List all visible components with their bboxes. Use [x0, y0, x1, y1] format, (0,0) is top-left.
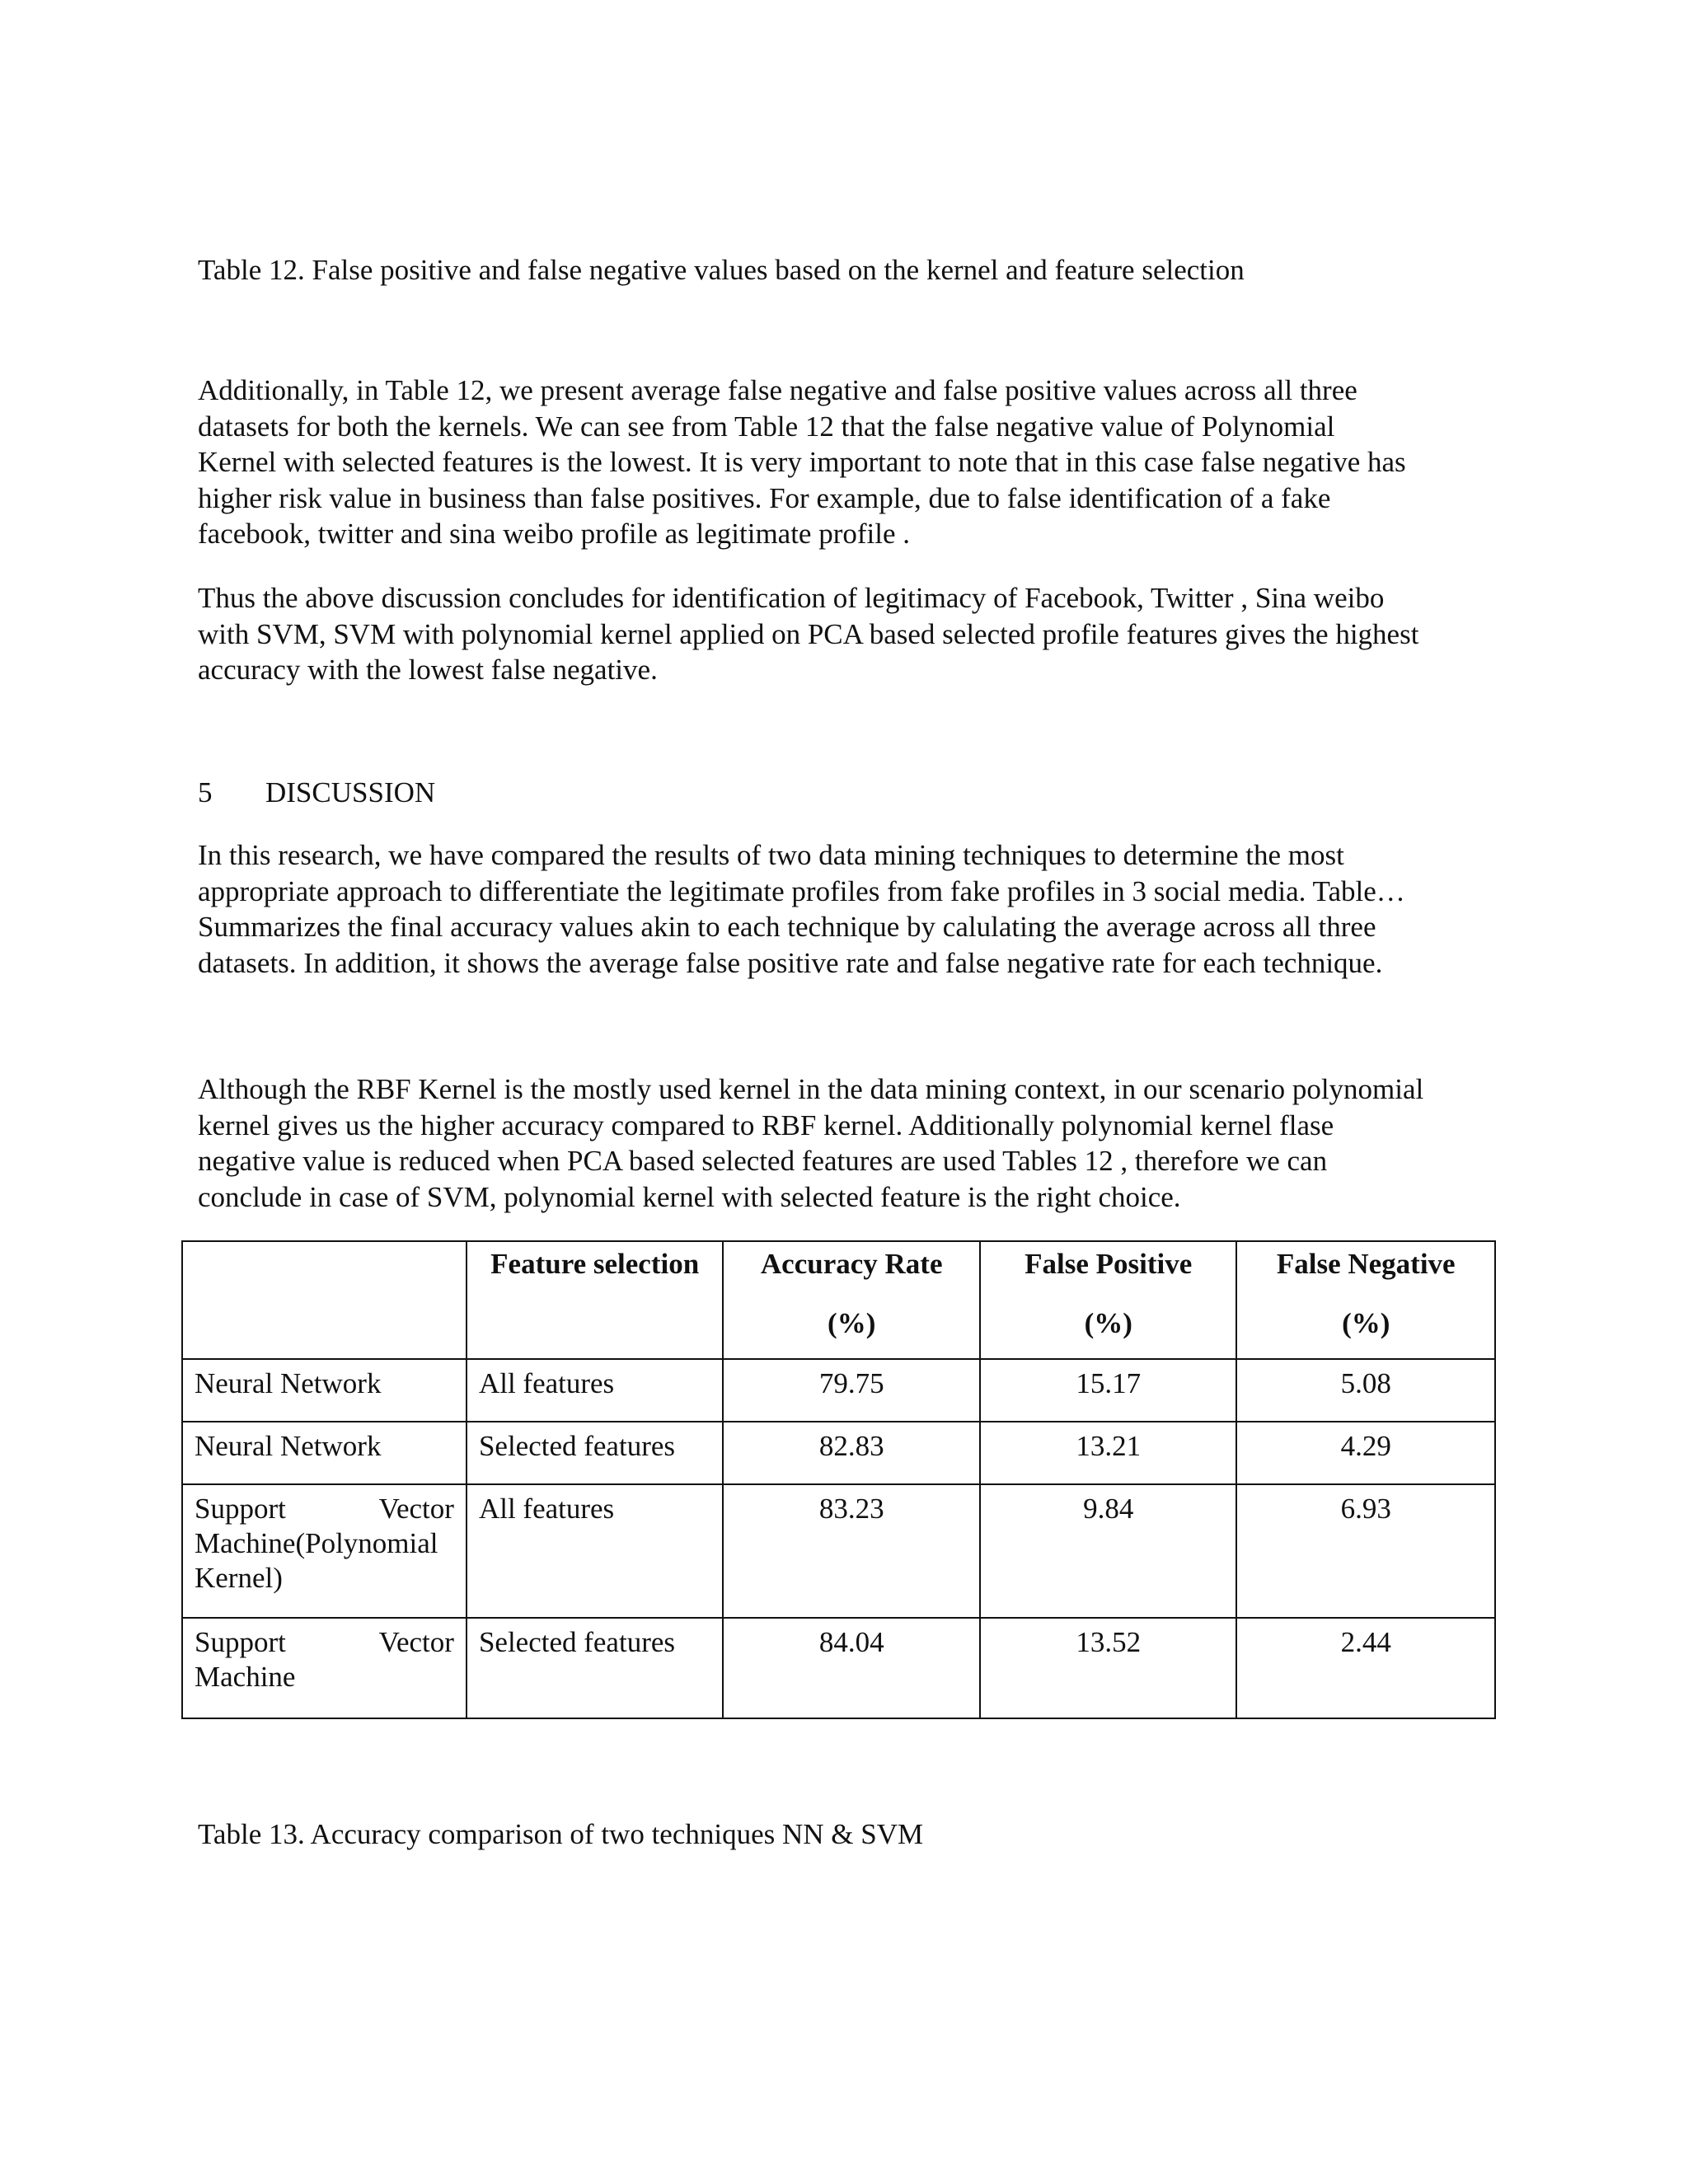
- cell-false-negative: 2.44: [1236, 1618, 1495, 1718]
- paragraph-line: with SVM, SVM with polynomial kernel applied on PCA based selected profile features gives the highest: [198, 617, 1419, 650]
- section-title: DISCUSSION: [265, 776, 436, 808]
- cell-accuracy: 84.04: [723, 1618, 980, 1718]
- table-row: [182, 1359, 1495, 1422]
- cell-method: Neural Network: [182, 1422, 467, 1484]
- header-label: Feature selection: [490, 1248, 700, 1280]
- table-row: [182, 1618, 1495, 1718]
- cell-method: [182, 1484, 467, 1618]
- paragraph-line: kernel gives us the higher accuracy compared to RBF kernel. Additionally polynomial kernel flase: [198, 1108, 1334, 1141]
- header-method: [182, 1241, 467, 1359]
- cell-feature: All features: [467, 1359, 723, 1422]
- paragraph-line: Summarizes the final accuracy values akin to each technique by calulating the average across all three: [198, 911, 1376, 943]
- paragraph-line: accuracy with the lowest false negative.: [198, 654, 658, 686]
- paragraph-line: appropriate approach to differentiate the legitimate profiles from fake profiles in 3 social media. Table…: [198, 874, 1405, 907]
- cell-false-negative: 4.29: [1236, 1422, 1495, 1484]
- header-accuracy: [723, 1241, 980, 1359]
- paragraph-line: datasets. In addition, it shows the average false positive rate and false negative rate for each technique.: [198, 946, 1383, 979]
- section-number: 5: [198, 776, 213, 808]
- cell-feature: All features: [467, 1484, 723, 1618]
- paragraph-line: datasets for both the kernels. We can see from Table 12 that the false negative value of Polynomial: [198, 410, 1335, 443]
- cell-false-positive: 15.17: [980, 1359, 1236, 1422]
- table-12-caption: Table 12. False positive and false negative values based on the kernel and feature selection: [198, 254, 1245, 286]
- paragraph-kernel-comparison: [198, 1071, 1500, 1215]
- paragraph-research-summary: [198, 837, 1500, 981]
- table-row: [182, 1422, 1495, 1484]
- section-heading: [198, 775, 435, 811]
- paragraph-false-negative-analysis: [198, 373, 1500, 552]
- table-13-caption: Table 13. Accuracy comparison of two techniques NN & SVM: [198, 1818, 924, 1850]
- paragraph-line: Kernel with selected features is the lowest. It is very important to note that in this case false negative has: [198, 446, 1406, 478]
- method-word: Vector: [378, 1493, 454, 1525]
- paragraph-line: Although the RBF Kernel is the mostly used kernel in the data mining context, in our scenario polynomial: [198, 1073, 1424, 1105]
- header-label: False Positive: [1025, 1248, 1193, 1280]
- paragraph-line: In this research, we have compared the results of two data mining techniques to determine the most: [198, 839, 1344, 871]
- paragraph-line: Thus the above discussion concludes for identification of legitimacy of Facebook, Twitter , Sina weibo: [198, 582, 1385, 614]
- header-unit: (%): [828, 1307, 876, 1339]
- header-label: False Negative: [1276, 1248, 1456, 1280]
- cell-false-positive: 13.52: [980, 1618, 1236, 1718]
- header-unit: (%): [1342, 1307, 1390, 1339]
- paragraph-line: conclude in case of SVM, polynomial kernel with selected feature is the right choice.: [198, 1180, 1181, 1213]
- cell-false-negative: 6.93: [1236, 1484, 1495, 1618]
- cell-method: Neural Network: [182, 1359, 467, 1422]
- header-feature-selection: [467, 1241, 723, 1359]
- method-word: Support: [195, 1493, 286, 1525]
- cell-feature: Selected features: [467, 1422, 723, 1484]
- table-row: [182, 1484, 1495, 1618]
- method-word: Vector: [378, 1626, 454, 1658]
- method-line: Kernel): [195, 1562, 283, 1594]
- method-line: Machine: [195, 1661, 296, 1693]
- cell-false-positive: 13.21: [980, 1422, 1236, 1484]
- paragraph-line: higher risk value in business than false positives. For example, due to false identification of a fake: [198, 481, 1331, 514]
- method-first-line: [195, 1625, 454, 1660]
- table-header-row: [182, 1241, 1495, 1359]
- paragraph-line: negative value is reduced when PCA based selected features are used Tables 12 , therefore we can: [198, 1145, 1328, 1177]
- cell-accuracy: 83.23: [723, 1484, 980, 1618]
- cell-accuracy: 82.83: [723, 1422, 980, 1484]
- header-unit: (%): [1084, 1307, 1132, 1339]
- method-word: Support: [195, 1626, 286, 1658]
- method-first-line: [195, 1492, 454, 1526]
- cell-feature: Selected features: [467, 1618, 723, 1718]
- cell-false-negative: 5.08: [1236, 1359, 1495, 1422]
- header-false-positive: [980, 1241, 1236, 1359]
- method-line: Machine(Polynomial: [195, 1527, 438, 1559]
- header-false-negative: [1236, 1241, 1495, 1359]
- cell-method: [182, 1618, 467, 1718]
- paragraph-conclusion: [198, 580, 1500, 688]
- accuracy-comparison-table: [181, 1240, 1496, 1719]
- paragraph-line: Additionally, in Table 12, we present average false negative and false positive values across all three: [198, 374, 1357, 406]
- paragraph-line: facebook, twitter and sina weibo profile as legitimate profile .: [198, 518, 911, 550]
- cell-false-positive: 9.84: [980, 1484, 1236, 1618]
- cell-accuracy: 79.75: [723, 1359, 980, 1422]
- header-label: Accuracy Rate: [760, 1248, 943, 1280]
